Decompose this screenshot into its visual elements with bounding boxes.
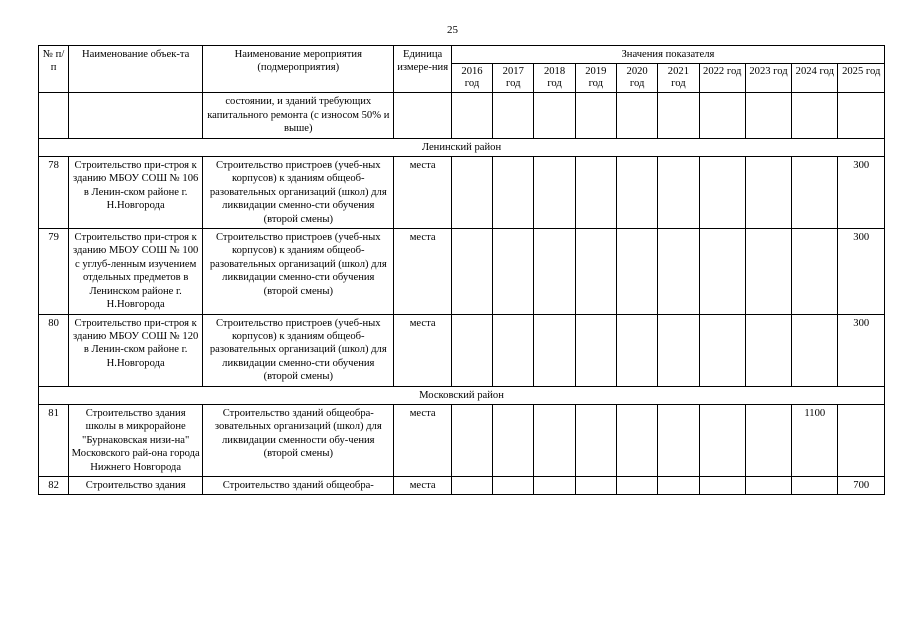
- object-cell: Строительство здания школы в микрорайоне "Бурнаковская низи-на" Московского рай-она города Нижнего Новгорода: [69, 404, 203, 476]
- header-year: 2024 год: [792, 64, 838, 93]
- event-cell: Строительство зданий общеобра-: [203, 476, 394, 494]
- event-cell: Строительство пристроев (учеб-ных корпусов) к зданиям общеоб-разовательных организаций (школ) для ликвидации сменно-сти обучения (второй смены): [203, 229, 394, 314]
- value-cell: [534, 314, 575, 386]
- value-cell: [658, 314, 699, 386]
- object-cell: Строительство здания: [69, 476, 203, 494]
- header-year: 2017 год: [493, 64, 534, 93]
- header-year: 2016 год: [451, 64, 492, 93]
- value-cell: [534, 476, 575, 494]
- value-cell: [575, 157, 616, 229]
- value-cell: 1100: [792, 404, 838, 476]
- event-cell: Строительство пристроев (учеб-ных корпусов) к зданиям общеоб-разовательных организаций (школ) для ликвидации сменно-сти обучения (второй смены): [203, 157, 394, 229]
- header-year: 2023 год: [745, 64, 791, 93]
- value-cell: [745, 404, 791, 476]
- event-cell: Строительство зданий общеобра-зовательных организаций (школ) для ликвидации сменности обу-чения (второй смены): [203, 404, 394, 476]
- value-cell: [699, 314, 745, 386]
- value-cell: [493, 404, 534, 476]
- value-cell: [451, 476, 492, 494]
- event-cell: состоянии, и зданий требующих капитального ремонта (с износом 50% и выше): [203, 93, 394, 138]
- value-cell: [534, 229, 575, 314]
- value-cell: [493, 476, 534, 494]
- value-cell: [658, 404, 699, 476]
- value-cell: [451, 229, 492, 314]
- value-cell: [838, 404, 885, 476]
- value-cell: [493, 157, 534, 229]
- header-year: 2021 год: [658, 64, 699, 93]
- value-cell: [792, 157, 838, 229]
- district-row: [39, 386, 885, 404]
- header-unit: Единица измере-ния: [394, 46, 451, 93]
- row-number: 81: [39, 404, 69, 476]
- value-cell: [745, 314, 791, 386]
- table-row: [39, 93, 885, 138]
- indicators-table: [38, 45, 885, 495]
- header-year: 2018 год: [534, 64, 575, 93]
- table-row: [39, 157, 885, 229]
- header-num: № п/п: [39, 46, 69, 93]
- value-cell: [699, 229, 745, 314]
- row-number: 78: [39, 157, 69, 229]
- value-cell: [575, 476, 616, 494]
- value-cell: [616, 157, 657, 229]
- value-cell: [792, 229, 838, 314]
- unit-cell: места: [394, 229, 451, 314]
- table-row: [39, 314, 885, 386]
- value-cell: [534, 404, 575, 476]
- value-cell: [658, 229, 699, 314]
- value-cell: [451, 157, 492, 229]
- value-cell: [493, 314, 534, 386]
- table-row: [39, 476, 885, 494]
- value-cell: [745, 229, 791, 314]
- value-cell: [575, 404, 616, 476]
- value-cell: 300: [838, 314, 885, 386]
- value-cell: 300: [838, 229, 885, 314]
- value-cell: [534, 157, 575, 229]
- value-cell: [575, 229, 616, 314]
- table-row: [39, 229, 885, 314]
- object-cell: Строительство при-строя к зданию МБОУ СОШ № 100 с углуб-ленным изучением отдельных предметов в Ленинском районе г. Н.Новгорода: [69, 229, 203, 314]
- value-cell: [575, 314, 616, 386]
- value-cell: [616, 314, 657, 386]
- value-cell: [792, 476, 838, 494]
- event-cell: Строительство пристроев (учеб-ных корпусов) к зданиям общеоб-разовательных организаций (школ) для ликвидации сменно-сти обучения (второй смены): [203, 314, 394, 386]
- table-row: [39, 404, 885, 476]
- value-cell: [616, 404, 657, 476]
- unit-cell: места: [394, 404, 451, 476]
- unit-cell: места: [394, 476, 451, 494]
- value-cell: [616, 476, 657, 494]
- value-cell: [699, 157, 745, 229]
- value-cell: [658, 476, 699, 494]
- value-cell: 300: [838, 157, 885, 229]
- value-cell: [745, 157, 791, 229]
- value-cell: [792, 314, 838, 386]
- page-number: 25: [447, 24, 458, 36]
- district-moskovsky: Московский район: [39, 386, 885, 404]
- row-number: 82: [39, 476, 69, 494]
- object-cell: Строительство при-строя к зданию МБОУ СОШ № 106 в Ленин-ском районе г. Н.Новгорода: [69, 157, 203, 229]
- value-cell: [699, 476, 745, 494]
- value-cell: [451, 314, 492, 386]
- unit-cell: места: [394, 314, 451, 386]
- header-event: Наименование мероприятия (подмероприятия): [203, 46, 394, 93]
- value-cell: 700: [838, 476, 885, 494]
- header-values: Значения показателя: [451, 46, 884, 64]
- row-number: 79: [39, 229, 69, 314]
- header-year: 2020 год: [616, 64, 657, 93]
- row-number: 80: [39, 314, 69, 386]
- district-row: [39, 138, 885, 156]
- value-cell: [745, 476, 791, 494]
- value-cell: [493, 229, 534, 314]
- value-cell: [616, 229, 657, 314]
- value-cell: [699, 404, 745, 476]
- header-year: 2019 год: [575, 64, 616, 93]
- header-year: 2022 год: [699, 64, 745, 93]
- value-cell: [658, 157, 699, 229]
- value-cell: [451, 404, 492, 476]
- header-year: 2025 год: [838, 64, 885, 93]
- object-cell: Строительство при-строя к зданию МБОУ СОШ № 120 в Ленин-ском районе г. Н.Новгорода: [69, 314, 203, 386]
- district-leninsky: Ленинский район: [39, 138, 885, 156]
- header-object: Наименование объек-та: [69, 46, 203, 93]
- unit-cell: места: [394, 157, 451, 229]
